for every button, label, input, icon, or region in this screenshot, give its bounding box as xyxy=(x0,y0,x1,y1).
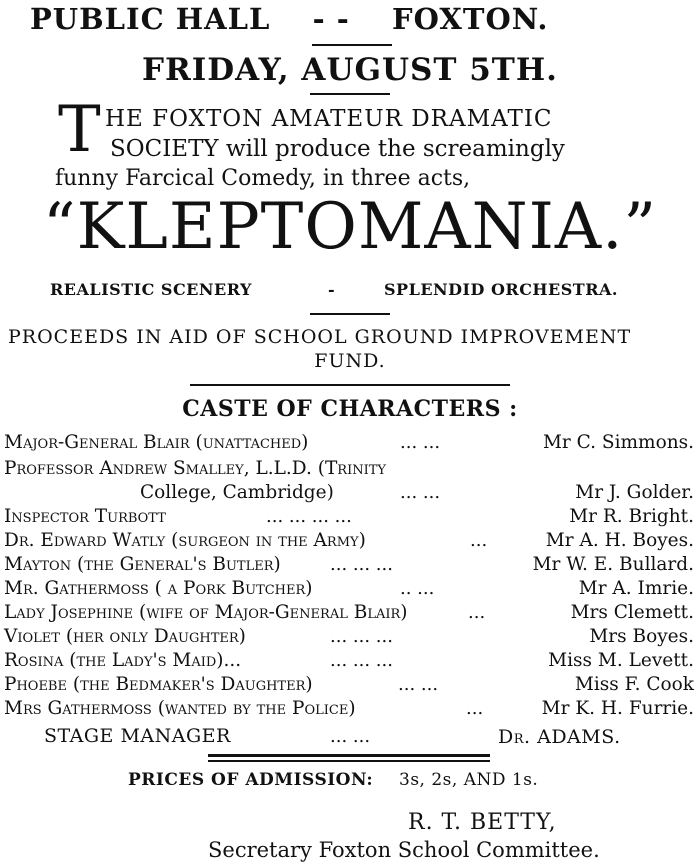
cast-role-text: Inspector Turbott xyxy=(4,506,166,527)
header-rule-2 xyxy=(310,93,390,95)
stage-manager-name xyxy=(498,726,621,748)
proceeds-line-1: PROCEEDS IN AID OF SCHOOL GROUND IMPROVEMENT xyxy=(8,326,632,348)
venue-header xyxy=(30,2,548,36)
caste-heading: CASTE OF CHARACTERS : xyxy=(182,396,518,422)
cast-dots: .. ... xyxy=(400,578,435,599)
cast-actor: Mr K. H. Furrie. xyxy=(541,698,694,719)
cast-actor: Mr R. Bright. xyxy=(569,506,694,527)
stage-manager-name-text: Dr. ADAMS. xyxy=(498,726,621,748)
cast-role-text: Phoebe (the Bedmaker's Daughter) xyxy=(4,674,313,695)
cast-role xyxy=(4,530,366,551)
cast-dots: ... ... ... xyxy=(330,554,393,575)
cast-dots: ... ... xyxy=(398,674,439,695)
feature-scenery: REALISTIC SCENERY xyxy=(50,280,252,299)
feature-dash: - xyxy=(328,280,336,299)
cast-role xyxy=(4,650,241,671)
prices-line xyxy=(128,770,538,790)
cast-actor: Mrs Boyes. xyxy=(589,626,694,647)
cast-role-text: Professor Andrew Smalley, L.L.D. (Trinity xyxy=(4,458,386,479)
cast-role xyxy=(4,554,281,575)
proceeds-rule xyxy=(190,384,510,386)
proceeds-line-2: FUND. xyxy=(314,350,386,372)
cast-dots: ... ... ... xyxy=(330,650,393,671)
stage-manager-label: STAGE MANAGER xyxy=(44,725,231,747)
cast-dots: ... ... xyxy=(400,432,441,453)
drop-cap: T xyxy=(58,93,101,167)
venue-separator: - - xyxy=(312,2,350,36)
signature-title: Secretary Foxton School Committee. xyxy=(208,838,600,862)
header-rule-1 xyxy=(312,44,392,46)
town-name: FOXTON. xyxy=(392,2,549,36)
cast-role-text: Dr. Edward Watly (surgeon in the Army) xyxy=(4,530,366,551)
cast-role xyxy=(4,432,308,453)
intro-line-1-text: HE FOXTON AMATEUR DRAMATIC xyxy=(105,106,553,132)
double-rule-bottom xyxy=(208,760,490,762)
cast-role xyxy=(140,482,334,503)
cast-actor: Mr A. Imrie. xyxy=(578,578,694,599)
cast-role-text: Violet (her only Daughter) xyxy=(4,626,246,647)
double-rule-top xyxy=(208,754,490,757)
cast-actor: Miss M. Levett. xyxy=(548,650,694,671)
signature-name: R. T. BETTY, xyxy=(408,810,557,835)
features-rule xyxy=(310,313,390,315)
prices-values: 3s, 2s, AND 1s. xyxy=(399,770,539,790)
cast-role-text: Lady Josephine (wife of Major-General Blair) xyxy=(4,602,408,623)
cast-role xyxy=(4,698,356,719)
stage-manager-dots: ... ... xyxy=(330,726,371,747)
cast-dots: ... ... ... ... xyxy=(266,506,352,527)
cast-actor: Mr J. Golder. xyxy=(575,482,694,503)
cast-dots: ... ... ... xyxy=(330,626,393,647)
cast-role-text: Major-General Blair (unattached) xyxy=(4,432,309,453)
cast-actor: Mr A. H. Boyes. xyxy=(545,530,694,551)
cast-dots: ... xyxy=(466,698,484,719)
cast-role-text: Mr. Gathermoss ( a Pork Butcher) xyxy=(4,578,313,599)
cast-dots: ... ... xyxy=(400,482,441,503)
cast-role xyxy=(4,578,313,599)
play-title: “KLEPTOMANIA.” xyxy=(42,190,658,264)
intro-line-2: SOCIETY will produce the screamingly xyxy=(110,136,565,162)
cast-role-text: Rosina (the Lady's Maid)... xyxy=(4,650,242,671)
cast-dots: ... xyxy=(468,602,486,623)
feature-orchestra: SPLENDID ORCHESTRA. xyxy=(384,280,618,299)
cast-role-text: Mayton (the General's Butler) xyxy=(4,554,281,575)
cast-role-text: Mrs Gathermoss (wanted by the Police) xyxy=(4,698,356,719)
intro-line-3: funny Farcical Comedy, in three acts, xyxy=(55,166,471,191)
venue-name: PUBLIC HALL xyxy=(30,2,271,36)
cast-role xyxy=(4,506,166,527)
cast-actor: Miss F. Cook xyxy=(574,674,694,695)
cast-dots: ... xyxy=(470,530,488,551)
cast-role xyxy=(4,674,313,695)
cast-role xyxy=(4,458,386,479)
cast-actor: Mr C. Simmons. xyxy=(542,432,694,453)
prices-label: PRICES OF ADMISSION: xyxy=(128,770,374,790)
cast-actor: Mrs Clemett. xyxy=(570,602,694,623)
cast-role-text: College, Cambridge) xyxy=(140,482,334,503)
cast-role xyxy=(4,602,407,623)
cast-actor: Mr W. E. Bullard. xyxy=(532,554,694,575)
event-date: FRIDAY, AUGUST 5TH. xyxy=(142,52,558,88)
cast-role xyxy=(4,626,246,647)
